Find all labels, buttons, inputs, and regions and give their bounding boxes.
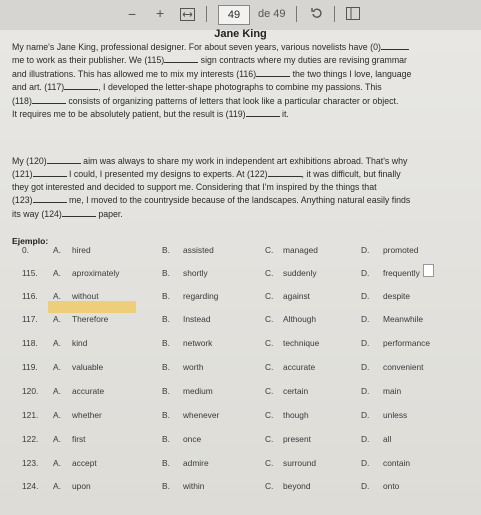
option-letter-d: D. — [361, 268, 370, 278]
text: It requires me to be absolutely patient, but the result is (119) — [12, 109, 246, 120]
option-b: Instead — [183, 314, 211, 324]
option-letter-a: A. — [53, 410, 61, 420]
option-letter-d: D. — [361, 291, 370, 301]
option-letter-a: A. — [53, 458, 61, 468]
option-letter-a: A. — [53, 386, 61, 396]
option-letter-c: C. — [265, 314, 274, 324]
text: they got interested and decided to support me. Considering that I'm inspired by the things that — [12, 181, 377, 192]
text: My (120) — [12, 156, 47, 166]
option-letter-c: C. — [265, 386, 274, 396]
option-d: despite — [383, 291, 411, 301]
option-d: frequently — [383, 268, 420, 278]
zoom-in-button[interactable]: + — [156, 5, 165, 21]
option-a: first — [72, 434, 86, 444]
option-letter-d: D. — [361, 362, 370, 372]
option-letter-d: D. — [361, 338, 370, 348]
option-row — [0, 458, 481, 472]
option-c: surround — [283, 458, 317, 468]
question-number: 116. — [22, 291, 38, 301]
blank-122 — [268, 167, 302, 177]
option-b: network — [183, 338, 213, 348]
option-letter-a: A. — [53, 291, 61, 301]
option-c: accurate — [283, 362, 316, 372]
option-c: though — [283, 410, 309, 420]
option-letter-a: A. — [53, 434, 61, 444]
pdf-toolbar — [0, 0, 481, 30]
option-letter-c: C. — [265, 410, 274, 420]
option-letter-d: D. — [361, 386, 370, 396]
option-letter-c: C. — [265, 362, 274, 372]
option-letter-b: B. — [162, 458, 170, 468]
option-c: Although — [283, 314, 317, 324]
option-d: unless — [383, 410, 408, 420]
option-row — [0, 338, 481, 352]
option-c: suddenly — [283, 268, 317, 278]
option-b: whenever — [183, 410, 220, 420]
text: and illustrations. This has allowed me to mix my interests (116) — [12, 68, 257, 79]
option-letter-b: B. — [162, 386, 170, 396]
toolbar-separator — [206, 6, 207, 22]
blank-117 — [64, 80, 98, 90]
option-letter-c: C. — [265, 434, 274, 444]
question-number: 0. — [22, 245, 29, 255]
text: its way (124) — [12, 208, 62, 219]
paragraph-1 — [12, 40, 470, 120]
option-c: certain — [283, 386, 309, 396]
text: (121) — [12, 169, 33, 180]
text: , I developed the letter-shape photographs to combine my passions. This — [98, 82, 382, 93]
option-a: kind — [72, 338, 88, 348]
option-c: beyond — [283, 481, 311, 491]
blank-124 — [62, 207, 96, 217]
blank-0 — [381, 40, 409, 50]
option-letter-b: B. — [162, 434, 170, 444]
option-d: convenient — [383, 362, 424, 372]
option-row — [0, 386, 481, 400]
option-row — [0, 268, 481, 282]
option-row — [0, 481, 481, 495]
text: me, I moved to the countryside because of the landscapes. Anything natural easily finds — [69, 195, 411, 206]
example-label: Ejemplo: — [12, 236, 49, 246]
option-b: medium — [183, 386, 213, 396]
text: consists of organizing patterns of letters that look like a particular character or object. — [68, 95, 399, 106]
blank-121 — [33, 167, 67, 177]
option-a: Therefore — [72, 314, 109, 324]
option-letter-b: B. — [162, 410, 170, 420]
option-letter-b: B. — [162, 291, 170, 301]
option-letter-c: C. — [265, 291, 274, 301]
text: (118) — [12, 95, 32, 106]
text: paper. — [98, 208, 123, 219]
option-letter-d: D. — [361, 434, 370, 444]
option-b: regarding — [183, 291, 219, 301]
toolbar-separator — [296, 6, 297, 22]
question-number: 122. — [22, 434, 39, 444]
option-letter-c: C. — [265, 245, 274, 255]
option-b: assisted — [183, 245, 214, 255]
option-a: hired — [72, 245, 91, 255]
option-a: without — [72, 291, 99, 301]
option-d: Meanwhile — [383, 314, 424, 324]
question-number: 121. — [22, 410, 39, 420]
option-d: contain — [383, 458, 411, 468]
text: it. — [282, 109, 289, 120]
option-letter-c: C. — [265, 268, 274, 278]
blank-119 — [246, 107, 280, 117]
option-d: all — [383, 434, 392, 444]
option-b: within — [183, 481, 205, 491]
option-letter-a: A. — [53, 362, 61, 372]
option-row — [0, 434, 481, 448]
option-letter-d: D. — [361, 458, 370, 468]
option-letter-c: C. — [265, 338, 274, 348]
option-row — [0, 245, 481, 259]
option-b: worth — [183, 362, 204, 372]
option-row — [0, 291, 481, 305]
option-b: admire — [183, 458, 209, 468]
blank-115 — [164, 53, 198, 63]
page-number-input[interactable]: 49 — [218, 5, 250, 25]
option-d: promoted — [383, 245, 419, 255]
option-c: managed — [283, 245, 318, 255]
option-letter-b: B. — [162, 268, 170, 278]
option-letter-a: A. — [53, 338, 61, 348]
option-letter-d: D. — [361, 314, 370, 324]
text: , it was difficult, but finally — [301, 169, 401, 180]
text: and art. (117) — [12, 82, 65, 93]
blank-123 — [33, 193, 67, 203]
option-a: upon — [72, 481, 91, 491]
document-title: Jane King — [214, 28, 267, 40]
text: sign contracts where my duties are revising grammar — [200, 55, 407, 66]
option-letter-a: A. — [53, 481, 61, 491]
option-letter-d: D. — [361, 481, 370, 491]
paragraph-2 — [12, 154, 470, 220]
option-a: accurate — [72, 386, 105, 396]
blank-118 — [32, 94, 66, 104]
option-letter-c: C. — [265, 481, 274, 491]
question-number: 117. — [22, 314, 38, 324]
option-letter-d: D. — [361, 245, 370, 255]
option-d: performance — [383, 338, 431, 348]
option-letter-a: A. — [53, 314, 61, 324]
option-row — [0, 410, 481, 424]
option-row — [0, 362, 481, 376]
rotate-icon[interactable] — [310, 6, 324, 23]
fit-page-icon[interactable] — [180, 8, 195, 21]
option-b: once — [183, 434, 202, 444]
option-letter-b: B. — [162, 481, 170, 491]
option-letter-c: C. — [265, 458, 274, 468]
option-c: against — [283, 291, 311, 301]
option-d: onto — [383, 481, 400, 491]
option-letter-b: B. — [162, 338, 170, 348]
option-letter-b: B. — [162, 245, 170, 255]
zoom-out-button[interactable]: − — [128, 6, 137, 22]
question-number: 119. — [22, 362, 38, 372]
option-letter-b: B. — [162, 362, 170, 372]
text: (123) — [12, 195, 33, 206]
option-a: aproximately — [72, 268, 120, 278]
text: the two things I love, language — [292, 68, 412, 79]
blank-120 — [47, 154, 81, 164]
option-d: main — [383, 386, 402, 396]
text: I could, I presented my designs to experts. At (122) — [69, 169, 268, 180]
option-letter-a: A. — [53, 245, 61, 255]
question-number: 115. — [22, 268, 38, 278]
question-number: 124. — [22, 481, 39, 491]
blank-116 — [256, 67, 290, 77]
text: aim was always to share my work in independent art exhibitions abroad. That's why — [83, 156, 408, 166]
sidebar-toggle-icon[interactable] — [346, 7, 360, 23]
text: My name's Jane King, professional designer. For about seven years, various novelists have (0) — [12, 42, 381, 52]
option-row — [0, 314, 481, 328]
option-letter-b: B. — [162, 314, 170, 324]
option-a: accept — [72, 458, 97, 468]
option-c: present — [283, 434, 311, 444]
option-a: whether — [72, 410, 102, 420]
option-letter-a: A. — [53, 268, 61, 278]
option-letter-d: D. — [361, 410, 370, 420]
option-b: shortly — [183, 268, 208, 278]
question-number: 123. — [22, 458, 39, 468]
option-a: valuable — [72, 362, 104, 372]
page-count-label: de 49 — [258, 8, 286, 20]
option-c: technique — [283, 338, 320, 348]
question-number: 120. — [22, 386, 39, 396]
text: me to work as their publisher. We (115) — [12, 55, 165, 66]
question-number: 118. — [22, 338, 38, 348]
toolbar-separator — [334, 6, 335, 22]
